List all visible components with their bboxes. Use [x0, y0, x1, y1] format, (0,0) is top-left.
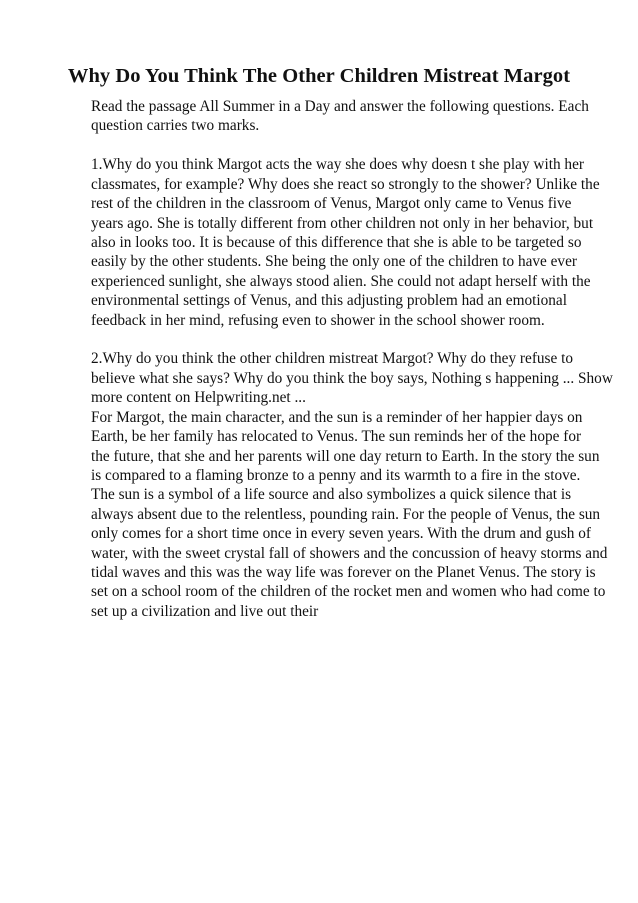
intro-paragraph [91, 97, 591, 136]
text-line: believe what she says? Why do you think the boy says, Nothing s happening ... Show [91, 369, 613, 387]
answer-paragraph-2 [91, 408, 608, 621]
text-line: more content on Helpwriting.net ... [91, 389, 306, 407]
text-line: environmental settings of Venus, and this adjusting problem had an emotional [91, 292, 567, 310]
text-line: 1.Why do you think Margot acts the way she does why doesn t she play with her [91, 156, 584, 174]
text-line: feedback in her mind, refusing even to shower in the school shower room. [91, 311, 545, 329]
document-body [91, 97, 613, 621]
text-line: water, with the sweet crystal fall of showers and the concussion of heavy storms and [91, 544, 608, 562]
text-line: question carries two marks. [91, 117, 260, 135]
text-line: 2.Why do you think the other children mistreat Margot? Why do they refuse to [91, 350, 574, 368]
text-line: easily by the other students. She being the only one of the children to have ever [91, 253, 577, 271]
answer-paragraph-1 [91, 155, 600, 330]
text-line: also in looks too. It is because of this difference that she is able to be targeted so [91, 233, 582, 251]
text-line: only comes for a short time once in every seven years. With the drum and gush of [91, 525, 591, 543]
text-line: the future, that she and her parents will one day return to Earth. In the story the sun [91, 447, 600, 465]
text-line: tidal waves and this was the way life was forever on the Planet Venus. The story is [91, 563, 596, 581]
text-line: set up a civilization and live out their [91, 602, 319, 620]
text-line: years ago. She is totally different from other children not only in her behavior, but [91, 214, 594, 232]
text-line: is compared to a flaming bronze to a penny and its warmth to a fire in the stove. [91, 466, 581, 484]
text-line: always absent due to the relentless, pounding rain. For the people of Venus, the sun [91, 505, 601, 523]
text-line: The sun is a symbol of a life source and also symbolizes a quick silence that is [91, 486, 572, 504]
text-line: set on a school room of the children of the rocket men and women who had come to [91, 583, 606, 601]
document-title: Why Do You Think The Other Children Mistreat Margot [67, 65, 571, 87]
text-line: classmates, for example? Why does she react so strongly to the shower? Unlike the [91, 175, 600, 193]
text-line: Read the passage All Summer in a Day and answer the following questions. Each [91, 98, 589, 115]
text-line: experienced sunlight, she always stood alien. She could not adapt herself with the [91, 272, 591, 290]
question-paragraph-2 [91, 349, 613, 407]
text-line: For Margot, the main character, and the sun is a reminder of her happier days on [91, 408, 583, 426]
text-line: rest of the children in the classroom of Venus, Margot only came to Venus five [91, 195, 572, 213]
text-line: Earth, be her family has relocated to Venus. The sun reminds her of the hope for [91, 428, 582, 446]
